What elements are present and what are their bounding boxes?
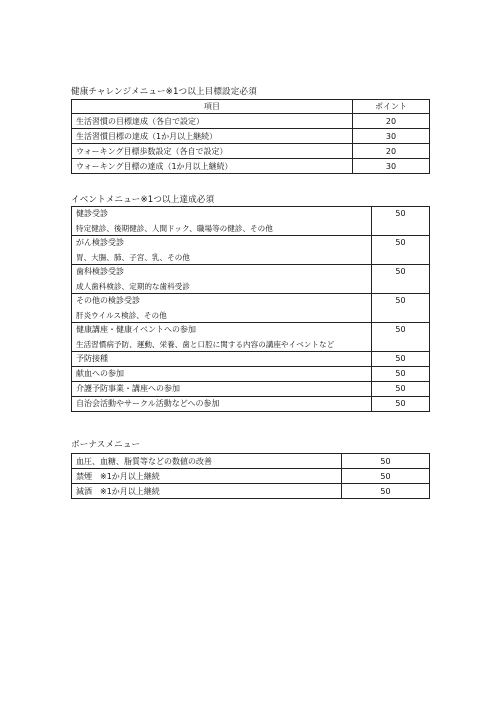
row-points: 50 xyxy=(372,382,430,397)
table-row xyxy=(72,236,430,265)
row-item xyxy=(72,294,372,323)
row-points: 50 xyxy=(342,484,430,499)
row-item xyxy=(72,207,372,236)
row-points: 30 xyxy=(353,159,430,174)
row-item: 生活習慣の目標達成（各自で設定） xyxy=(72,114,353,129)
table-row xyxy=(72,382,430,397)
row-points: 20 xyxy=(353,114,430,129)
table-row xyxy=(72,484,430,499)
row-item: 自治会活動やサークル活動などへの参加 xyxy=(72,397,372,412)
row-points: 50 xyxy=(372,294,430,323)
row-item-detail: 特定健診、後期健診、人間ドック、職場等の健診、その他 xyxy=(76,224,273,233)
row-item-label: 健康講座・健康イベントへの参加 xyxy=(76,325,196,334)
table-row xyxy=(72,323,430,352)
row-item-label: その他の検診受診 xyxy=(76,296,140,305)
table-row xyxy=(72,352,430,367)
header-item: 項目 xyxy=(72,100,353,114)
row-item-detail: 成人歯科検診、定期的な歯科受診 xyxy=(76,282,190,291)
row-points: 50 xyxy=(342,469,430,484)
table-row xyxy=(72,129,430,144)
row-points: 50 xyxy=(372,397,430,412)
row-item-detail: 生活習慣病予防、運動、栄養、歯と口腔に関する内容の講座やイベントなど xyxy=(76,340,335,349)
row-item-detail: 肝炎ウイルス検診、その他 xyxy=(76,311,167,320)
row-item-label: 歯科検診受診 xyxy=(76,267,124,276)
event-menu-title: イベントメニュー※1つ以上達成必須 xyxy=(71,195,215,205)
row-item: 減酒 ※1か月以上継続 xyxy=(72,484,342,499)
bonus-menu-title: ボーナスメニュー xyxy=(71,440,141,450)
table-row xyxy=(72,454,430,469)
row-item: ウォーキング目標歩数設定（各自で設定） xyxy=(72,144,353,159)
row-points: 20 xyxy=(353,144,430,159)
row-points: 50 xyxy=(372,367,430,382)
row-item: 血圧、血糖、脂質等などの数値の改善 xyxy=(72,454,342,469)
row-item xyxy=(72,323,372,352)
table-row xyxy=(72,144,430,159)
row-points: 50 xyxy=(372,265,430,294)
challenge-menu-table xyxy=(71,99,430,174)
row-points: 50 xyxy=(372,352,430,367)
row-points: 50 xyxy=(372,236,430,265)
table-row xyxy=(72,114,430,129)
event-menu-table xyxy=(71,206,430,412)
table-row xyxy=(72,207,430,236)
row-item-detail: 胃、大腸、肺、子宮、乳、その他 xyxy=(76,253,190,262)
table-row xyxy=(72,294,430,323)
table-row xyxy=(72,367,430,382)
row-item: 生活習慣目標の達成（1か月以上継続） xyxy=(72,129,353,144)
row-item xyxy=(72,265,372,294)
challenge-menu-title: 健康チャレンジメニュー※1つ以上目標設定必須 xyxy=(71,87,257,97)
row-points: 50 xyxy=(342,454,430,469)
table-row xyxy=(72,159,430,174)
table-row xyxy=(72,469,430,484)
table-row xyxy=(72,265,430,294)
row-item: 献血への参加 xyxy=(72,367,372,382)
table-header-row xyxy=(72,100,430,114)
header-points: ポイント xyxy=(353,100,430,114)
row-points: 50 xyxy=(372,323,430,352)
row-points: 30 xyxy=(353,129,430,144)
row-item: ウォーキング目標の達成（1か月以上継続） xyxy=(72,159,353,174)
row-item: 介護予防事業・講座への参加 xyxy=(72,382,372,397)
row-points: 50 xyxy=(372,207,430,236)
row-item: 禁煙 ※1か月以上継続 xyxy=(72,469,342,484)
row-item-label: 健診受診 xyxy=(76,209,108,218)
row-item xyxy=(72,236,372,265)
table-row xyxy=(72,397,430,412)
row-item: 予防接種 xyxy=(72,352,372,367)
row-item-label: がん検診受診 xyxy=(76,238,124,247)
bonus-menu-table xyxy=(71,453,430,499)
